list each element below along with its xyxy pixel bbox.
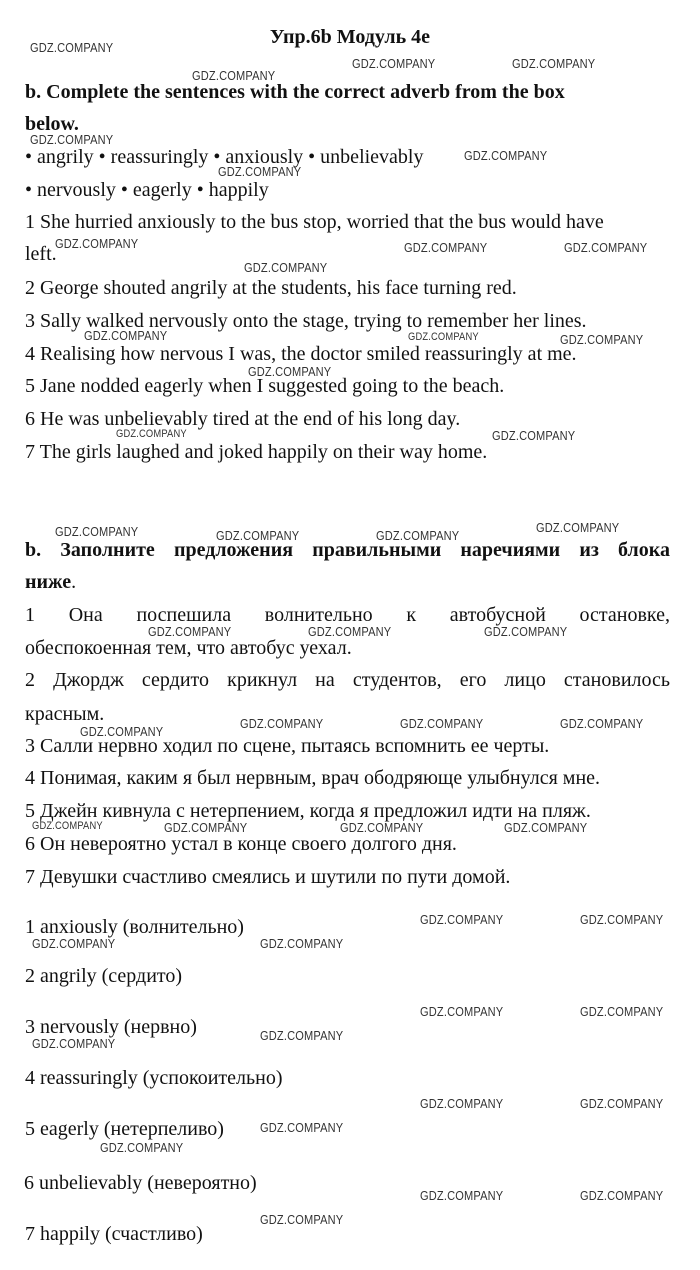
watermark: GDZ.COMPANY (116, 428, 187, 440)
watermark: GDZ.COMPANY (32, 820, 103, 832)
watermark: GDZ.COMPANY (580, 1096, 664, 1111)
sentence-en-6: 6 He was unbelievably tired at the end of his long day. (25, 408, 461, 430)
watermark: GDZ.COMPANY (218, 164, 302, 179)
watermark: GDZ.COMPANY (32, 1036, 116, 1051)
watermark: GDZ.COMPANY (55, 236, 139, 251)
answer-1: 1 anxiously (волнительно) (25, 916, 244, 938)
watermark: GDZ.COMPANY (164, 820, 248, 835)
watermark: GDZ.COMPANY (55, 524, 139, 539)
watermark: GDZ.COMPANY (420, 1004, 504, 1019)
sentence-en-1-cont: left. (25, 243, 57, 265)
watermark: GDZ.COMPANY (420, 1096, 504, 1111)
task-instruction-en-cont: below. (25, 113, 79, 135)
watermark: GDZ.COMPANY (32, 936, 116, 951)
watermark: GDZ.COMPANY (580, 1188, 664, 1203)
answer-7: 7 happily (счастливо) (25, 1223, 203, 1245)
answer-2: 2 angrily (сердито) (25, 965, 183, 987)
watermark: GDZ.COMPANY (192, 68, 276, 83)
sentence-ru-1: 1 Она поспешила волнительно к автобусной остановке, (25, 604, 670, 626)
sentence-ru-3: 3 Салли нервно ходил по сцене, пытаясь вспомнить ее черты. (25, 735, 550, 757)
watermark: GDZ.COMPANY (84, 328, 168, 343)
watermark: GDZ.COMPANY (352, 56, 436, 71)
sentence-ru-7: 7 Девушки счастливо смеялись и шутили по пути домой. (25, 866, 511, 888)
sentence-ru-6: 6 Он невероятно устал в конце своего долгого дня. (25, 833, 457, 855)
watermark: GDZ.COMPANY (580, 1004, 664, 1019)
watermark: GDZ.COMPANY (580, 912, 664, 927)
watermark: GDZ.COMPANY (420, 912, 504, 927)
word-box-line-1: • angrily • reassuringly • anxiously • unbelievably (25, 146, 424, 168)
sentence-ru-4: 4 Понимая, каким я был нервным, врач ободряюще улыбнулся мне. (25, 767, 601, 789)
watermark: GDZ.COMPANY (260, 1212, 344, 1227)
watermark: GDZ.COMPANY (420, 1188, 504, 1203)
watermark: GDZ.COMPANY (340, 820, 424, 835)
sentence-en-3: 3 Sally walked nervously onto the stage, trying to remember her lines. (25, 310, 587, 332)
watermark: GDZ.COMPANY (564, 240, 648, 255)
watermark: GDZ.COMPANY (216, 528, 300, 543)
answer-4: 4 reassuringly (успокоительно) (25, 1067, 283, 1089)
page-title: Упр.6b Модуль 4е (269, 26, 431, 48)
sentence-en-7: 7 The girls laughed and joked happily on their way home. (25, 441, 488, 463)
watermark: GDZ.COMPANY (30, 40, 114, 55)
watermark: GDZ.COMPANY (484, 624, 568, 639)
sentence-en-4: 4 Realising how nervous I was, the doctor smiled reassuringly at me. (25, 343, 577, 365)
sentence-ru-1-cont: обеспокоенная тем, что автобус уехал. (25, 637, 352, 659)
task-instruction-ru-dot: . (71, 571, 77, 593)
task-instruction-ru-cont (25, 570, 76, 594)
watermark: GDZ.COMPANY (148, 624, 232, 639)
sentence-ru-5: 5 Джейн кивнула с нетерпением, когда я предложил идти на пляж. (25, 800, 591, 822)
answer-6: 6 unbelievably (невероятно) (24, 1172, 257, 1194)
task-instruction-en: b. Complete the sentences with the correct adverb from the box (25, 81, 565, 103)
watermark: GDZ.COMPANY (240, 716, 324, 731)
watermark: GDZ.COMPANY (244, 260, 328, 275)
answer-5: 5 eagerly (нетерпеливо) (25, 1118, 224, 1140)
watermark: GDZ.COMPANY (376, 528, 460, 543)
watermark: GDZ.COMPANY (260, 1028, 344, 1043)
watermark: GDZ.COMPANY (408, 331, 479, 343)
sentence-ru-2: 2 Джордж сердито крикнул на студентов, его лицо становилось (25, 669, 670, 691)
watermark: GDZ.COMPANY (260, 936, 344, 951)
sentence-en-1: 1 She hurried anxiously to the bus stop, worried that the bus would have (25, 211, 604, 233)
watermark: GDZ.COMPANY (492, 428, 576, 443)
task-instruction-ru: b. Заполните предложения правильными наречиями из блока (25, 539, 670, 561)
watermark: GDZ.COMPANY (80, 724, 164, 739)
watermark: GDZ.COMPANY (536, 520, 620, 535)
watermark: GDZ.COMPANY (512, 56, 596, 71)
word-box-line-2: • nervously • eagerly • happily (25, 179, 269, 201)
watermark: GDZ.COMPANY (404, 240, 488, 255)
watermark: GDZ.COMPANY (464, 148, 548, 163)
sentence-en-5: 5 Jane nodded eagerly when I suggested going to the beach. (25, 375, 505, 397)
watermark: GDZ.COMPANY (400, 716, 484, 731)
watermark: GDZ.COMPANY (100, 1140, 184, 1155)
watermark: GDZ.COMPANY (308, 624, 392, 639)
sentence-en-2: 2 George shouted angrily at the students, his face turning red. (25, 277, 517, 299)
watermark: GDZ.COMPANY (560, 716, 644, 731)
watermark: GDZ.COMPANY (30, 132, 114, 147)
answer-3: 3 nervously (нервно) (25, 1016, 197, 1038)
watermark: GDZ.COMPANY (504, 820, 588, 835)
task-instruction-ru-word: ниже (25, 571, 72, 593)
sentence-ru-2-cont: красным. (25, 703, 105, 725)
watermark: GDZ.COMPANY (260, 1120, 344, 1135)
watermark: GDZ.COMPANY (560, 332, 644, 347)
watermark: GDZ.COMPANY (248, 364, 332, 379)
